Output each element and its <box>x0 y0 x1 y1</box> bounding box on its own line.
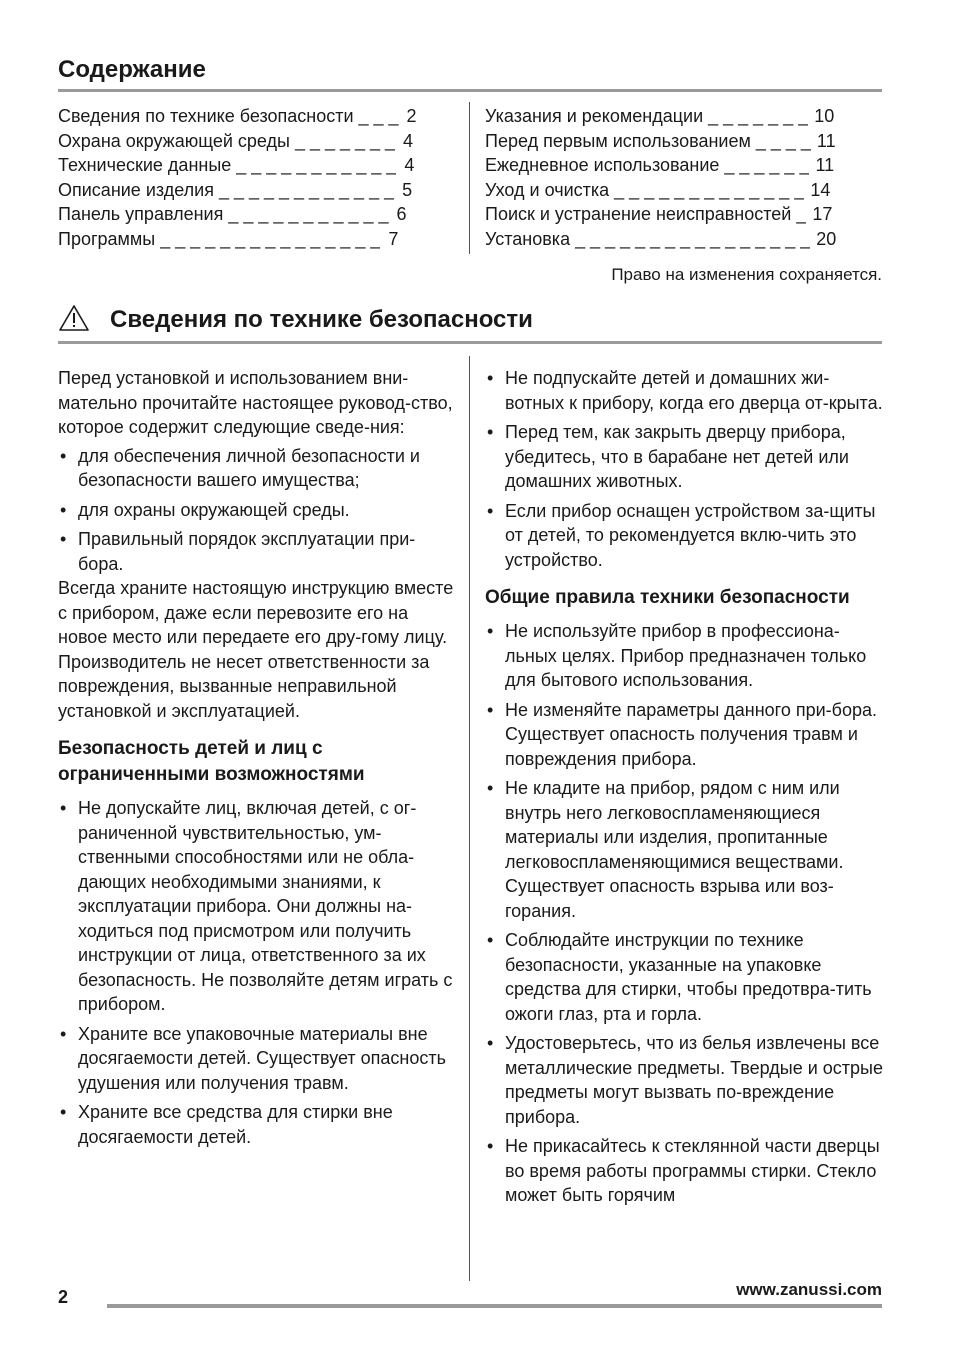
toc-entry-page: 7 <box>388 228 399 249</box>
children-safety-heading: Безопасность детей и лиц с ограниченными возможностями <box>58 738 365 785</box>
safety-right-column <box>485 362 883 1213</box>
toc-entry[interactable] <box>58 202 456 227</box>
toc-entry[interactable] <box>58 129 456 154</box>
children-safety-list-continued <box>485 366 883 572</box>
toc-entry-page: 4 <box>403 130 414 151</box>
list-item: • Если прибор оснащен устройством за-щиты от детей, то рекомендуется вклю-чить это устройство. <box>485 499 883 573</box>
toc-entry-title: Программы _ _ _ _ _ _ _ _ _ _ _ _ _ _ _ <box>58 228 381 249</box>
toc-entry-page: 14 <box>810 179 831 200</box>
toc-entry-title: Указания и рекомендации _ _ _ _ _ _ _ <box>485 106 809 126</box>
safety-section-title: Сведения по технике безопасности <box>110 306 533 333</box>
list-item: • для охраны окружающей среды. <box>58 498 456 523</box>
toc-entry[interactable] <box>485 227 882 252</box>
toc-entry[interactable] <box>485 104 882 129</box>
list-item: • Не кладите на прибор, рядом с ним или внутрь него легковоспламеняющиеся материалы или изделия, пропитанные легковоспламеняющимися веществами. Существует опасность взрыва или воз-горания. <box>485 776 883 923</box>
general-safety-list <box>485 619 883 1208</box>
toc-entry[interactable] <box>485 178 882 203</box>
liability-paragraph: Производитель не несет ответственности за повреждения, вызванные неправильной установкой и эксплуатацией. <box>58 651 430 721</box>
footer-url-link[interactable]: www.zanussi.com <box>736 1280 882 1299</box>
toc-entry-title: Ежедневное использование _ _ _ _ _ _ <box>485 155 810 176</box>
list-item: • Храните все упаковочные материалы вне досягаемости детей. Существует опасность удушения или получения травм. <box>58 1022 456 1096</box>
toc-entry-title: Панель управления _ _ _ _ _ _ _ _ _ _ _ <box>58 204 389 225</box>
toc-entry-title: Перед первым использованием _ _ _ _ <box>485 130 811 151</box>
column-divider <box>469 356 470 1281</box>
list-item: • Правильный порядок эксплуатации при-бора. <box>58 527 456 576</box>
toc-entry-title: Описание изделия _ _ _ _ _ _ _ _ _ _ _ _ <box>58 179 395 200</box>
general-safety-heading: Общие правила техники безопасности <box>485 587 850 608</box>
toc-column-divider <box>469 102 470 254</box>
toc-right-column <box>485 104 882 252</box>
toc-entry-page: 5 <box>402 179 413 200</box>
toc-entry-title: Установка _ _ _ _ _ _ _ _ _ _ _ _ _ _ _ _ <box>485 228 811 249</box>
list-item: • Не прикасайтесь к стеклянной части дверцы во время работы программы стирки. Стекло может быть горячим <box>485 1134 883 1208</box>
toc-entry[interactable] <box>58 227 456 252</box>
keep-manual-paragraph: Всегда храните настоящую инструкцию вместе с прибором, даже если перевозите его на новое место или передаете его дру-гому лицу. <box>58 578 454 647</box>
toc-entry[interactable] <box>485 153 882 178</box>
toc-entry[interactable] <box>58 104 456 129</box>
toc-entry-page: 11 <box>816 130 836 151</box>
toc-entry-page: 2 <box>406 106 417 126</box>
toc-entry-page: 17 <box>812 204 833 225</box>
toc-left-column <box>58 104 456 252</box>
list-item: • Не изменяйте параметры данного при-бора. Существует опасность получения травм и повреждения прибора. <box>485 698 883 772</box>
list-item: • Удостоверьтесь, что из белья извлечены все металлические предметы. Твердые и острые предметы могут вызвать по-вреждение прибора. <box>485 1031 883 1129</box>
list-item: • Перед тем, как закрыть дверцу прибора, убедитесь, что в барабане нет детей или домашних животных. <box>485 420 883 494</box>
list-item: • Не допускайте лиц, включая детей, с ог-раниченной чувствительностью, ум-ственными способностями или не обла-дающих необходимыми знаниями, к эксплуатации прибора. Они должны на-ходиться под присмотром или получить инструкции от лица, ответственного за их безопасность. Не позволяйте детям играть с прибором. <box>58 796 456 1017</box>
toc-entry-title: Поиск и устранение неисправностей _ <box>485 204 807 225</box>
page-number: 2 <box>58 1287 69 1307</box>
toc-entry-title: Сведения по технике безопасности _ _ _ <box>58 106 399 126</box>
toc-entry[interactable] <box>485 202 882 227</box>
toc-entry-title: Технические данные _ _ _ _ _ _ _ _ _ _ _ <box>58 155 397 176</box>
toc-entry[interactable] <box>58 178 456 203</box>
safety-title-rule <box>58 341 882 344</box>
toc-entry-page: 4 <box>404 155 415 176</box>
toc-entry-title: Охрана окружающей среды _ _ _ _ _ _ _ <box>58 130 396 151</box>
toc-entry-page: 11 <box>815 155 835 176</box>
toc-entry-title: Уход и очистка _ _ _ _ _ _ _ _ _ _ _ _ _ <box>485 179 805 200</box>
toc-title: Содержание <box>58 56 206 83</box>
toc-entry[interactable] <box>485 129 882 154</box>
footer-rule <box>107 1304 882 1308</box>
toc-entry[interactable] <box>58 153 456 178</box>
rights-note: Право на изменения сохраняется. <box>611 265 882 284</box>
intro-paragraph: Перед установкой и использованием вни-мательно прочитайте настоящее руковод-ство, которое содержит следующие сведе-ния: <box>58 368 453 437</box>
toc-title-rule <box>58 89 882 92</box>
warning-triangle-icon <box>58 304 90 332</box>
toc-entry-page: 10 <box>814 106 835 126</box>
children-safety-list <box>58 796 456 1149</box>
list-item: • Храните все средства для стирки вне досягаемости детей. <box>58 1100 456 1149</box>
list-item: • Соблюдайте инструкции по технике безопасности, указанные на упаковке средства для стирки, чтобы предотвра-тить ожоги глаз, рта и горла. <box>485 928 883 1026</box>
toc-entry-page: 20 <box>816 228 837 249</box>
list-item: • Не подпускайте детей и домашних жи-вотных к прибору, когда его дверца от-крыта. <box>485 366 883 415</box>
list-item: • для обеспечения личной безопасности и безопасности вашего имущества; <box>58 444 456 493</box>
list-item: • Не используйте прибор в профессиона-льных целях. Прибор предназначен только для бытового использования. <box>485 619 883 693</box>
toc-entry-page: 6 <box>396 204 407 225</box>
intro-list <box>58 444 456 577</box>
safety-left-column <box>58 366 456 1154</box>
